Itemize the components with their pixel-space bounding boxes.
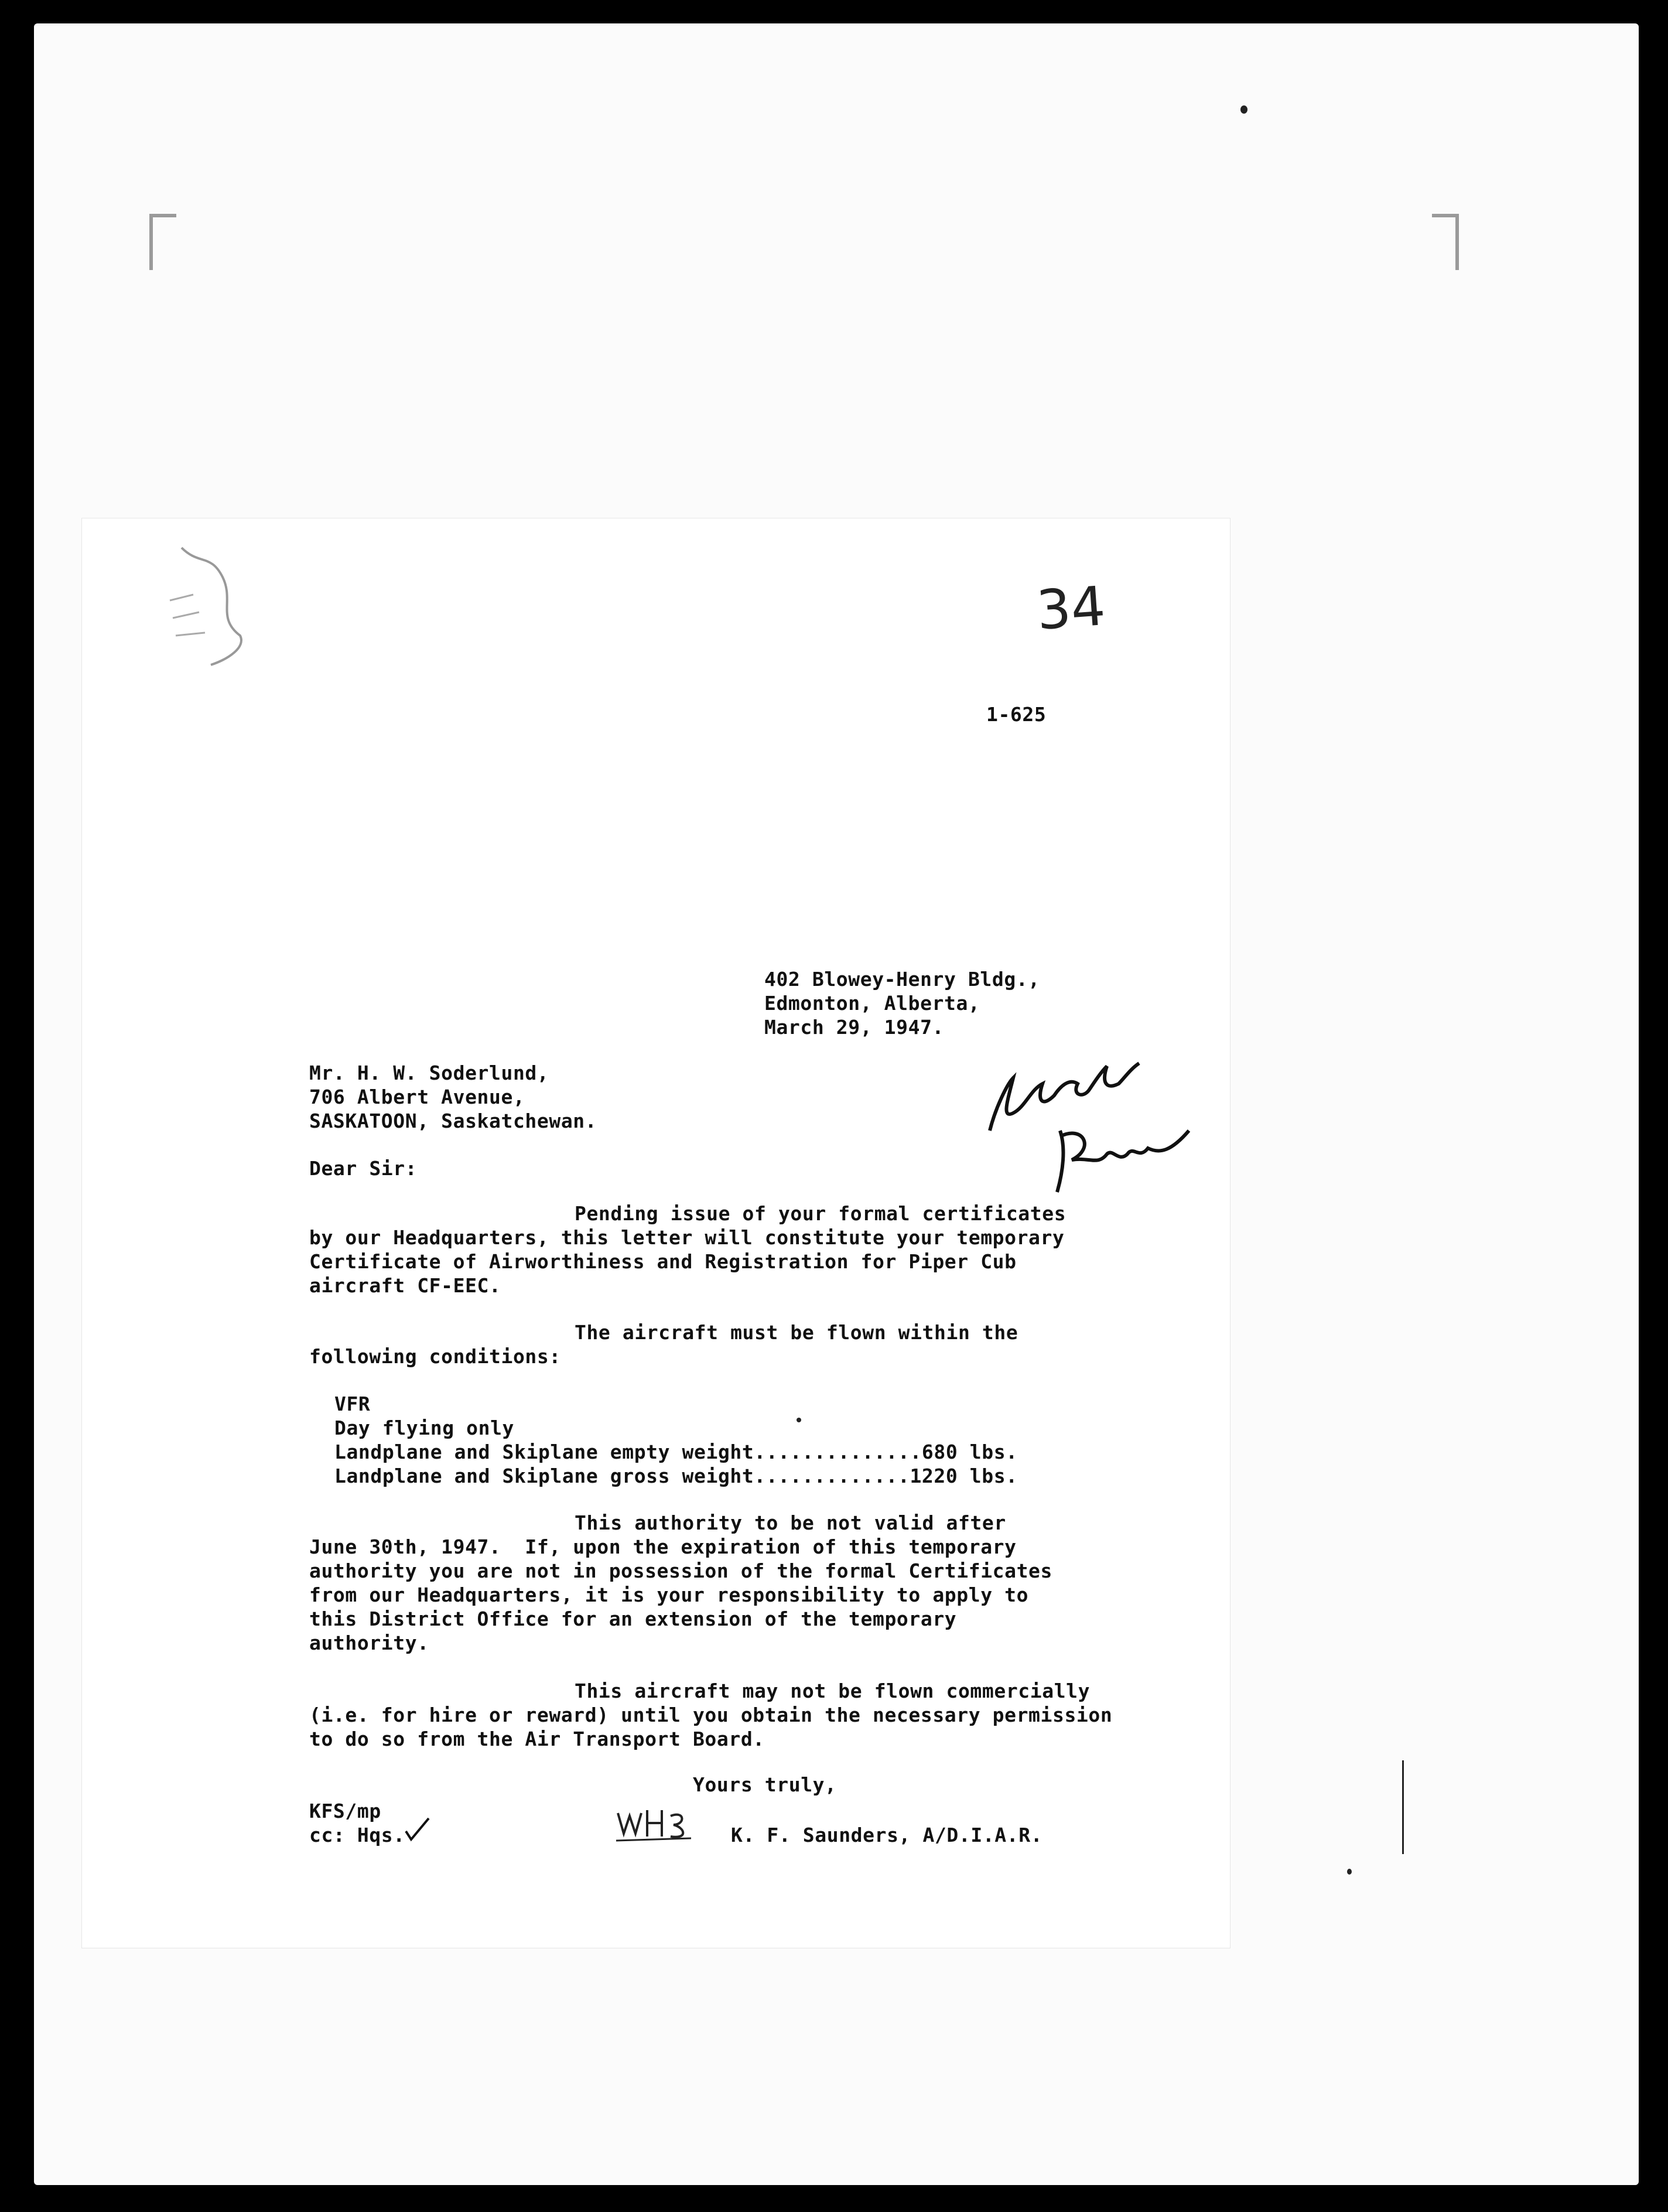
- recipient-city: SASKATOON, Saskatchewan.: [309, 1110, 597, 1132]
- handwritten-initials: [615, 1804, 697, 1845]
- body-p3-line5: this District Office for an extension of the temporary: [309, 1607, 957, 1630]
- handwritten-noted-annotation: [972, 1043, 1206, 1207]
- body-p3-line4: from our Headquarters, it is your responsibility to apply to: [309, 1583, 1029, 1606]
- body-p4-line2: (i.e. for hire or reward) until you obtain the necessary permission: [309, 1704, 1113, 1726]
- body-p3-line6: authority.: [309, 1631, 429, 1654]
- reference-initials: KFS/mp: [309, 1800, 381, 1822]
- body-p3-line1: This authority to be not valid after: [575, 1511, 1006, 1534]
- letter-date: March 29, 1947.: [764, 1016, 945, 1039]
- dust-speck: [1240, 105, 1247, 114]
- recipient-name: Mr. H. W. Soderlund,: [309, 1061, 549, 1084]
- file-reference: 1-625: [986, 703, 1047, 726]
- recipient-street: 706 Albert Avenue,: [309, 1085, 525, 1108]
- condition-gross-weight: Landplane and Skiplane gross weight.............1220 lbs.: [334, 1465, 1018, 1487]
- torn-corner-mark: [158, 530, 275, 682]
- condition-day-flying: Day flying only: [334, 1416, 515, 1439]
- sender-address-line2: Edmonton, Alberta,: [764, 992, 980, 1015]
- signature-block: K. F. Saunders, A/D.I.A.R.: [731, 1824, 1043, 1846]
- body-p1-line1: Pending issue of your formal certificates: [575, 1202, 1067, 1225]
- dust-speck: [1347, 1869, 1352, 1875]
- dust-speck: [797, 1418, 801, 1422]
- carbon-copy: cc: Hqs.: [309, 1824, 405, 1846]
- body-p1-line4: aircraft CF-EEC.: [309, 1274, 501, 1297]
- condition-empty-weight: Landplane and Skiplane empty weight..............680 lbs.: [334, 1440, 1018, 1463]
- condition-vfr: VFR: [334, 1392, 371, 1415]
- body-p3-line3: authority you are not in possession of the formal Certificates: [309, 1559, 1052, 1582]
- closing: Yours truly,: [693, 1773, 837, 1796]
- sender-address-line1: 402 Blowey-Henry Bldg.,: [764, 968, 1040, 991]
- body-p1-line2: by our Headquarters, this letter will constitute your temporary: [309, 1226, 1065, 1249]
- salutation: Dear Sir:: [309, 1157, 418, 1180]
- body-p3-line2: June 30th, 1947. If, upon the expiration of this temporary: [309, 1535, 1017, 1558]
- crop-mark-top-left: [149, 214, 176, 270]
- crop-mark-top-right: [1432, 214, 1459, 270]
- body-p4-line1: This aircraft may not be flown commercially: [575, 1680, 1091, 1702]
- check-mark-icon: [403, 1815, 432, 1844]
- folio-number: 34: [1034, 575, 1108, 642]
- body-p1-line3: Certificate of Airworthiness and Registration for Piper Cub: [309, 1250, 1017, 1273]
- body-p2-line2: following conditions:: [309, 1345, 561, 1368]
- body-p4-line3: to do so from the Air Transport Board.: [309, 1728, 765, 1750]
- margin-line: [1402, 1760, 1404, 1854]
- body-p2-line1: The aircraft must be flown within the: [575, 1321, 1018, 1344]
